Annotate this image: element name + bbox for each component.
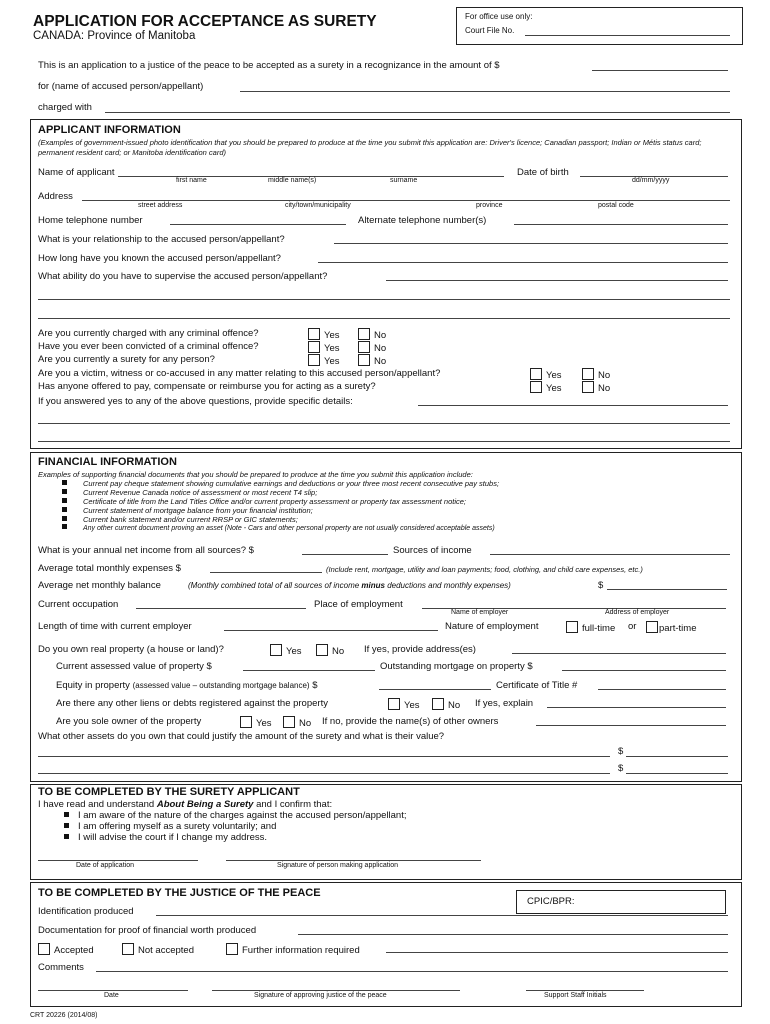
form-number: CRT 20226 (2014/08) — [30, 1012, 98, 1019]
id-produced-field[interactable] — [156, 915, 728, 916]
current-surety-yes-checkbox[interactable]: Yes — [308, 354, 340, 367]
justice-signature-label: Signature of approving justice of the peace — [254, 992, 387, 999]
if-yes-address-label: If yes, provide address(es) — [364, 644, 476, 655]
office-use-label: For office use only: — [465, 12, 533, 21]
annual-income-field[interactable] — [302, 554, 388, 555]
applicant-heading: APPLICANT INFORMATION — [38, 124, 181, 136]
financial-example: Current pay cheque statement showing cumulative earnings and deductions or your three most recent consecutive pay stubs; — [62, 479, 499, 488]
other-assets-field-1[interactable] — [38, 756, 610, 757]
sole-owner-label: Are you sole owner of the property — [56, 716, 202, 727]
other-assets-field-2[interactable] — [38, 773, 610, 774]
intro-line-1: This is an application to a justice of the peace to be accepted as a surety in a recognizance in the amount of $ — [38, 60, 500, 71]
asset-value-dollar-1: $ — [618, 746, 624, 757]
applicant-id-note: (Examples of government-issued photo identification that you should be prepared to produce at the time you submit this application are: Driver's licence; Canadian passport; Indian or Métis status card; permanent resident card; or Manitoba identification card) — [38, 138, 702, 157]
liens-explain-field[interactable] — [547, 707, 726, 708]
dob-label: Date of birth — [517, 167, 569, 178]
details-question: If you answered yes to any of the above questions, provide specific details: — [38, 396, 353, 407]
full-time-checkbox[interactable]: full-time — [566, 621, 615, 634]
assessed-value-label: Current assessed value of property $ — [56, 661, 212, 672]
staff-initials-label: Support Staff Initials — [544, 992, 607, 999]
sole-owner-yes-checkbox[interactable]: Yes — [240, 716, 272, 729]
surety-confirmation: I am offering myself as a surety voluntarily; and — [64, 821, 276, 832]
offered-yes-checkbox[interactable]: Yes — [530, 381, 562, 394]
victim-no-checkbox[interactable]: No — [582, 368, 610, 381]
own-property-label: Do you own real property (a house or land)? — [38, 644, 224, 655]
charged-yes-checkbox[interactable]: Yes — [308, 328, 340, 341]
comments-field[interactable] — [96, 971, 728, 972]
liens-no-checkbox[interactable]: No — [432, 698, 460, 711]
name-label: Name of applicant — [38, 167, 115, 178]
outstanding-mortgage-label: Outstanding mortgage on property $ — [380, 661, 533, 672]
comments-label: Comments — [38, 962, 84, 973]
net-monthly-dollar: $ — [598, 580, 604, 591]
surety-confirmation: I will advise the court if I change my address. — [64, 832, 267, 843]
certificate-title-label: Certificate of Title # — [496, 680, 578, 691]
home-phone-label: Home telephone number — [38, 215, 143, 226]
dob-format-sub: dd/mm/yyyy — [632, 177, 670, 184]
further-info-checkbox[interactable]: Further information required — [226, 943, 360, 956]
convicted-yes-checkbox[interactable]: Yes — [308, 341, 340, 354]
financial-example: Current bank statement and/or current RRSP or GIC statements; — [62, 515, 298, 524]
assessed-value-field[interactable] — [243, 670, 375, 671]
ability-field-line-3[interactable] — [38, 318, 730, 319]
employer-name-sub: Name of employer — [451, 609, 509, 616]
accepted-checkbox[interactable]: Accepted — [38, 943, 94, 956]
current-surety-question: Are you currently a surety for any person? — [38, 354, 215, 365]
offered-no-checkbox[interactable]: No — [582, 381, 610, 394]
own-property-no-checkbox[interactable]: No — [316, 644, 344, 657]
monthly-expenses-field[interactable] — [210, 572, 322, 573]
details-field-line-3[interactable] — [38, 441, 730, 442]
court-file-field[interactable] — [525, 35, 730, 36]
application-date-label: Date of application — [76, 862, 134, 869]
applicant-signature-field[interactable] — [226, 860, 481, 861]
financial-example: Current statement of mortgage balance from your financial institution; — [62, 506, 313, 515]
if-yes-explain-label: If yes, explain — [475, 698, 534, 709]
net-monthly-field[interactable] — [607, 589, 727, 590]
court-file-label: Court File No. — [465, 26, 515, 35]
net-monthly-label: Average net monthly balance — [38, 580, 161, 591]
first-name-sub: first name — [176, 177, 207, 184]
application-date-field[interactable] — [38, 860, 198, 861]
office-use-box — [456, 7, 743, 45]
part-time-checkbox[interactable]: part-time — [646, 621, 696, 634]
justice-heading: TO BE COMPLETED BY THE JUSTICE OF THE PEACE — [38, 887, 321, 899]
applicant-signature-label: Signature of person making application — [277, 862, 399, 869]
current-surety-no-checkbox[interactable]: No — [358, 354, 386, 367]
alt-phone-label: Alternate telephone number(s) — [358, 215, 487, 226]
sources-income-field[interactable] — [490, 554, 730, 555]
form-subtitle: CANADA: Province of Manitoba — [33, 30, 196, 42]
doc-proof-label: Documentation for proof of financial worth produced — [38, 925, 257, 936]
cpic-label: CPIC/BPR: — [527, 896, 575, 907]
surname-sub: surname — [390, 177, 418, 184]
liens-yes-checkbox[interactable]: Yes — [388, 698, 420, 711]
convicted-no-checkbox[interactable]: No — [358, 341, 386, 354]
property-address-field[interactable] — [512, 653, 726, 654]
employer-address-sub: Address of employer — [605, 609, 670, 616]
justice-date-label: Date — [104, 992, 119, 999]
intro-line-2: for (name of accused person/appellant) — [38, 81, 204, 92]
length-employment-label: Length of time with current employer — [38, 621, 192, 632]
accused-name-field[interactable] — [240, 91, 730, 92]
justice-date-field[interactable] — [38, 990, 188, 991]
province-sub: province — [476, 202, 503, 209]
staff-initials-field[interactable] — [526, 990, 644, 991]
length-employment-field[interactable] — [224, 630, 438, 631]
financial-heading: FINANCIAL INFORMATION — [38, 456, 177, 468]
id-produced-label: Identification produced — [38, 906, 134, 917]
or-label: or — [628, 621, 637, 632]
victim-yes-checkbox[interactable]: Yes — [530, 368, 562, 381]
surety-statement: I have read and understand About Being a Surety and I confirm that: — [38, 799, 333, 810]
city-sub: city/town/municipality — [285, 202, 351, 209]
victim-question: Are you a victim, witness or co-accused in any matter relating to this accused person/appellant? — [38, 368, 441, 379]
justice-signature-field[interactable] — [212, 990, 460, 991]
net-monthly-note: (Monthly combined total of all sources of income minus deductions and monthly expenses) — [188, 581, 511, 590]
charged-question: Are you currently charged with any criminal offence? — [38, 328, 259, 339]
surety-amount-field[interactable] — [592, 70, 728, 71]
offered-question: Has anyone offered to pay, compensate or reimburse you for acting as a surety? — [38, 381, 376, 392]
further-info-field[interactable] — [386, 952, 728, 953]
relationship-field[interactable] — [334, 243, 728, 244]
ability-question: What ability do you have to supervise the accused person/appellant? — [38, 271, 328, 282]
annual-income-label: What is your annual net income from all sources? $ — [38, 545, 254, 556]
equity-field[interactable] — [379, 689, 491, 690]
middle-name-sub: middle name(s) — [268, 177, 317, 184]
not-accepted-checkbox[interactable]: Not accepted — [122, 943, 194, 956]
doc-proof-field[interactable] — [298, 934, 728, 935]
other-assets-label: What other assets do you own that could justify the amount of the surety and what is their value? — [38, 731, 445, 742]
home-phone-field[interactable] — [170, 224, 346, 225]
address-label: Address — [38, 191, 73, 202]
convicted-question: Have you ever been convicted of a criminal offence? — [38, 341, 259, 352]
how-long-field[interactable] — [318, 262, 728, 263]
outstanding-mortgage-field[interactable] — [562, 670, 726, 671]
sole-owner-no-checkbox[interactable]: No — [283, 716, 311, 729]
occupation-field[interactable] — [136, 608, 306, 609]
own-property-yes-checkbox[interactable]: Yes — [270, 644, 302, 657]
financial-example: Any other current document proving an asset (Note - Cars and other personal property are not usually considered acceptable assets) — [62, 524, 495, 532]
intro-line-3: charged with — [38, 102, 92, 113]
charged-no-checkbox[interactable]: No — [358, 328, 386, 341]
address-field[interactable] — [82, 200, 730, 201]
form-title: APPLICATION FOR ACCEPTANCE AS SURETY — [33, 13, 377, 30]
surety-heading: TO BE COMPLETED BY THE SURETY APPLICANT — [38, 786, 300, 798]
other-liens-label: Are there any other liens or debts registered against the property — [56, 698, 328, 709]
postal-sub: postal code — [598, 202, 634, 209]
alt-phone-field[interactable] — [514, 224, 728, 225]
monthly-expenses-label: Average total monthly expenses $ — [38, 563, 181, 574]
asset-value-field-1[interactable] — [626, 756, 728, 757]
sources-income-label: Sources of income — [393, 545, 472, 556]
financial-examples-intro: Examples of supporting financial documents that you should be prepared to produce at the time you submit this application include: — [38, 470, 473, 479]
relationship-question: What is your relationship to the accused person/appellant? — [38, 234, 285, 245]
charged-with-field[interactable] — [105, 112, 730, 113]
asset-value-field-2[interactable] — [626, 773, 728, 774]
street-sub: street address — [138, 202, 183, 209]
occupation-label: Current occupation — [38, 599, 119, 610]
other-owners-field[interactable] — [536, 725, 726, 726]
monthly-expenses-note: (Include rent, mortgage, utility and loan payments; food, clothing, and child care expenses, etc.) — [326, 565, 643, 574]
certificate-title-field[interactable] — [598, 689, 726, 690]
surety-confirmation: I am aware of the nature of the charges against the accused person/appellant; — [64, 810, 407, 821]
if-no-names-label: If no, provide the name(s) of other owners — [322, 716, 499, 727]
ability-field[interactable] — [386, 280, 728, 281]
cpic-box[interactable] — [516, 890, 726, 914]
nature-employment-label: Nature of employment — [445, 621, 539, 632]
equity-label: Equity in property (assessed value – outstanding mortgage balance) $ — [56, 680, 318, 691]
details-field-line-2[interactable] — [38, 423, 730, 424]
how-long-question: How long have you known the accused person/appellant? — [38, 253, 281, 264]
asset-value-dollar-2: $ — [618, 763, 624, 774]
details-field[interactable] — [418, 405, 728, 406]
financial-example: Certificate of title from the Land Titles Office and/or current property assessment or property tax assessment notice; — [62, 497, 466, 506]
place-employment-label: Place of employment — [314, 599, 403, 610]
ability-field-line-2[interactable] — [38, 299, 730, 300]
financial-example: Current Revenue Canada notice of assessment or most recent T4 slip; — [62, 488, 317, 497]
